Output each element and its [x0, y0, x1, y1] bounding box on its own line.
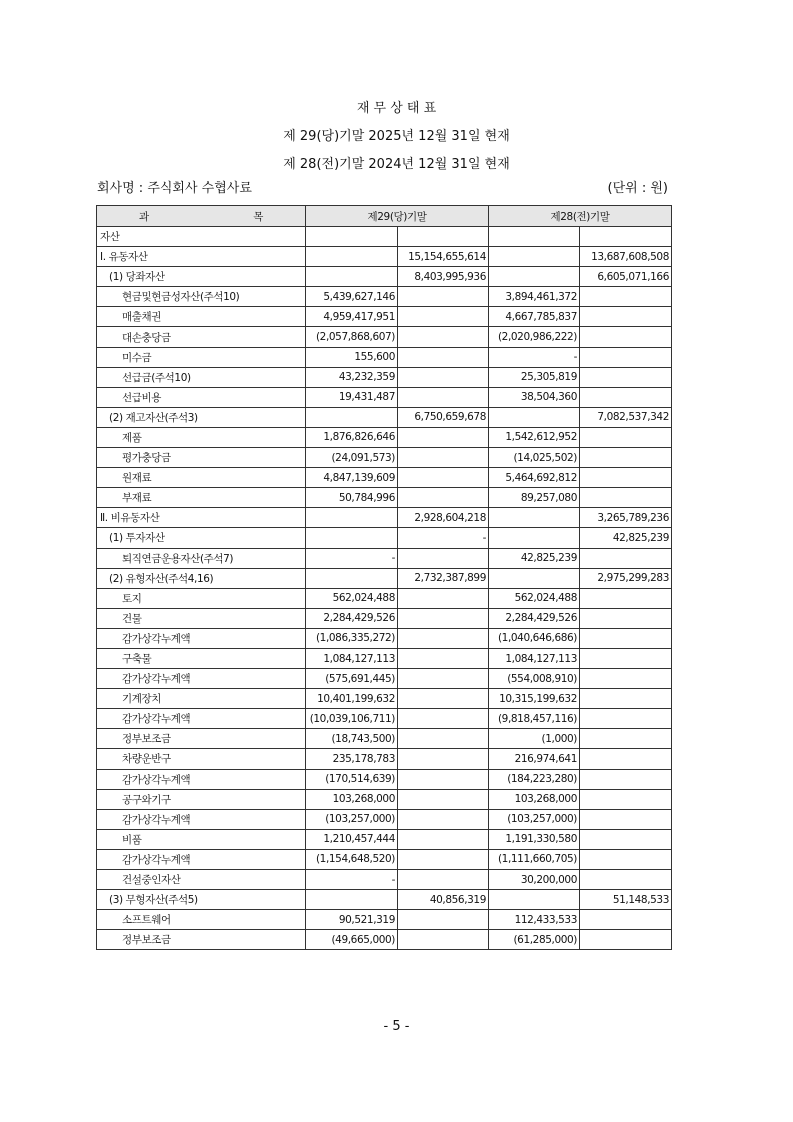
table-row — [97, 890, 672, 910]
prior-detail: (103,257,000) — [489, 809, 580, 829]
prior-detail: 38,504,360 — [489, 387, 580, 407]
balance-sheet-table — [96, 205, 672, 950]
row-label: (3) 무형자산(주석5) — [97, 890, 306, 910]
row-label: 건물 — [97, 608, 306, 628]
prior-detail: (9,818,457,116) — [489, 709, 580, 729]
row-label: Ⅰ. 유동자산 — [97, 247, 306, 267]
prior-total — [580, 769, 672, 789]
prior-total — [580, 608, 672, 628]
prior-total — [580, 427, 672, 447]
current-total — [398, 287, 489, 307]
prior-detail: (1,040,646,686) — [489, 628, 580, 648]
current-total — [398, 910, 489, 930]
prior-total — [580, 870, 672, 890]
current-detail — [306, 407, 398, 427]
table-row — [97, 548, 672, 568]
prior-total: 3,265,789,236 — [580, 508, 672, 528]
prior-total — [580, 548, 672, 568]
table-row — [97, 347, 672, 367]
current-detail: (10,039,106,711) — [306, 709, 398, 729]
table-row — [97, 267, 672, 287]
current-total — [398, 729, 489, 749]
row-label: 정부보조금 — [97, 930, 306, 950]
row-label: 감가상각누계액 — [97, 769, 306, 789]
table-row — [97, 508, 672, 528]
table-row — [97, 327, 672, 347]
row-label: 차량운반구 — [97, 749, 306, 769]
prior-detail: 1,542,612,952 — [489, 427, 580, 447]
current-detail: 5,439,627,146 — [306, 287, 398, 307]
current-detail: (2,057,868,607) — [306, 327, 398, 347]
prior-detail: 5,464,692,812 — [489, 468, 580, 488]
current-total — [398, 809, 489, 829]
prior-detail: 103,268,000 — [489, 789, 580, 809]
current-detail: 1,876,826,646 — [306, 427, 398, 447]
header-prior: 제28(전)기말 — [489, 206, 672, 227]
prior-detail: 3,894,461,372 — [489, 287, 580, 307]
current-detail — [306, 508, 398, 528]
prior-detail — [489, 227, 580, 247]
page-number: - 5 - — [383, 1019, 410, 1034]
table-row — [97, 789, 672, 809]
table-row — [97, 809, 672, 829]
row-label: 감가상각누계액 — [97, 849, 306, 869]
prior-detail: (1,000) — [489, 729, 580, 749]
row-label: 부재료 — [97, 488, 306, 508]
table-row — [97, 568, 672, 588]
row-label: 평가충당금 — [97, 448, 306, 468]
current-total — [398, 628, 489, 648]
current-total — [398, 347, 489, 367]
current-detail: (24,091,573) — [306, 448, 398, 468]
current-total — [398, 870, 489, 890]
row-label: 기계장치 — [97, 689, 306, 709]
prior-total: 6,605,071,166 — [580, 267, 672, 287]
current-detail: 90,521,319 — [306, 910, 398, 930]
prior-total — [580, 689, 672, 709]
row-label: 대손충당금 — [97, 327, 306, 347]
current-total — [398, 930, 489, 950]
row-label: 정부보조금 — [97, 729, 306, 749]
table-row — [97, 829, 672, 849]
prior-detail: (1,111,660,705) — [489, 849, 580, 869]
prior-total — [580, 488, 672, 508]
current-total — [398, 669, 489, 689]
current-total — [398, 307, 489, 327]
prior-total — [580, 729, 672, 749]
current-total — [398, 608, 489, 628]
current-total — [398, 789, 489, 809]
current-detail: 43,232,359 — [306, 367, 398, 387]
row-label: 미수금 — [97, 347, 306, 367]
current-total: - — [398, 528, 489, 548]
current-total — [398, 769, 489, 789]
period-prior: 제 28(전)기말 2024년 12월 31일 현재 — [283, 157, 510, 172]
current-total: 6,750,659,678 — [398, 407, 489, 427]
prior-detail — [489, 247, 580, 267]
current-detail: 562,024,488 — [306, 588, 398, 608]
prior-total — [580, 849, 672, 869]
current-detail: 1,210,457,444 — [306, 829, 398, 849]
table-row — [97, 729, 672, 749]
prior-total — [580, 367, 672, 387]
prior-total — [580, 829, 672, 849]
table-row — [97, 427, 672, 447]
row-label: 자산 — [97, 227, 306, 247]
current-detail: 2,284,429,526 — [306, 608, 398, 628]
current-detail — [306, 528, 398, 548]
current-total — [398, 588, 489, 608]
current-detail: 10,401,199,632 — [306, 689, 398, 709]
table-row — [97, 247, 672, 267]
current-total — [398, 448, 489, 468]
current-total: 2,928,604,218 — [398, 508, 489, 528]
table-row — [97, 930, 672, 950]
table-row — [97, 709, 672, 729]
prior-detail: 10,315,199,632 — [489, 689, 580, 709]
prior-detail — [489, 890, 580, 910]
prior-detail — [489, 568, 580, 588]
unit-label: (단위 : 원) — [607, 181, 668, 196]
period-current: 제 29(당)기말 2025년 12월 31일 현재 — [283, 129, 510, 144]
row-label: 건설중인자산 — [97, 870, 306, 890]
current-total — [398, 327, 489, 347]
company-name: 회사명 : 주식회사 수협사료 — [97, 181, 252, 196]
prior-detail — [489, 508, 580, 528]
table-row — [97, 448, 672, 468]
current-detail: 19,431,487 — [306, 387, 398, 407]
header-item — [97, 206, 306, 227]
table-row — [97, 387, 672, 407]
row-label: 제품 — [97, 427, 306, 447]
prior-total — [580, 930, 672, 950]
current-detail: (575,691,445) — [306, 669, 398, 689]
prior-total: 51,148,533 — [580, 890, 672, 910]
row-label: 감가상각누계액 — [97, 809, 306, 829]
table-row — [97, 468, 672, 488]
prior-detail: (61,285,000) — [489, 930, 580, 950]
prior-total — [580, 709, 672, 729]
prior-detail: (14,025,502) — [489, 448, 580, 468]
table-row — [97, 488, 672, 508]
row-label: 구축물 — [97, 648, 306, 668]
row-label: Ⅱ. 비유동자산 — [97, 508, 306, 528]
prior-total — [580, 789, 672, 809]
prior-detail — [489, 528, 580, 548]
prior-detail: 30,200,000 — [489, 870, 580, 890]
prior-total — [580, 287, 672, 307]
row-label: 선급금(주석10) — [97, 367, 306, 387]
prior-detail: 42,825,239 — [489, 548, 580, 568]
table-row — [97, 648, 672, 668]
row-label: 감가상각누계액 — [97, 628, 306, 648]
current-total — [398, 427, 489, 447]
current-detail: (103,257,000) — [306, 809, 398, 829]
prior-total — [580, 588, 672, 608]
prior-detail: 112,433,533 — [489, 910, 580, 930]
prior-detail: (184,223,280) — [489, 769, 580, 789]
prior-total — [580, 347, 672, 367]
row-label: (1) 당좌자산 — [97, 267, 306, 287]
prior-total — [580, 227, 672, 247]
current-total — [398, 367, 489, 387]
table-row — [97, 870, 672, 890]
current-detail: 235,178,783 — [306, 749, 398, 769]
current-detail: 155,600 — [306, 347, 398, 367]
prior-total — [580, 448, 672, 468]
table-row — [97, 588, 672, 608]
current-detail — [306, 890, 398, 910]
table-row — [97, 227, 672, 247]
table-row — [97, 367, 672, 387]
prior-detail: 25,305,819 — [489, 367, 580, 387]
prior-total — [580, 648, 672, 668]
prior-total — [580, 468, 672, 488]
header-item-left: 과 — [139, 210, 149, 223]
row-label: 감가상각누계액 — [97, 669, 306, 689]
table-row — [97, 769, 672, 789]
row-label: 소프트웨어 — [97, 910, 306, 930]
prior-detail: - — [489, 347, 580, 367]
table-row — [97, 849, 672, 869]
prior-detail: 562,024,488 — [489, 588, 580, 608]
table-row — [97, 287, 672, 307]
row-label: 선급비용 — [97, 387, 306, 407]
current-total — [398, 387, 489, 407]
prior-detail: 1,191,330,580 — [489, 829, 580, 849]
header-item-right: 목 — [253, 210, 263, 223]
document-title: 재 무 상 태 표 — [356, 101, 437, 116]
current-detail: (49,665,000) — [306, 930, 398, 950]
current-total — [398, 829, 489, 849]
current-detail: (1,154,648,520) — [306, 849, 398, 869]
row-label: 공구와기구 — [97, 789, 306, 809]
current-total — [398, 548, 489, 568]
current-detail: 50,784,996 — [306, 488, 398, 508]
prior-total: 13,687,608,508 — [580, 247, 672, 267]
prior-total — [580, 387, 672, 407]
current-detail — [306, 227, 398, 247]
current-detail: - — [306, 870, 398, 890]
prior-total: 42,825,239 — [580, 528, 672, 548]
current-detail: 4,959,417,951 — [306, 307, 398, 327]
prior-total — [580, 809, 672, 829]
current-total: 40,856,319 — [398, 890, 489, 910]
row-label: 원재료 — [97, 468, 306, 488]
table-row — [97, 608, 672, 628]
table-row — [97, 628, 672, 648]
current-total — [398, 227, 489, 247]
prior-detail: 89,257,080 — [489, 488, 580, 508]
row-label: (1) 투자자산 — [97, 528, 306, 548]
prior-total: 2,975,299,283 — [580, 568, 672, 588]
prior-total — [580, 307, 672, 327]
prior-total — [580, 749, 672, 769]
current-total: 8,403,995,936 — [398, 267, 489, 287]
current-detail: (18,743,500) — [306, 729, 398, 749]
current-detail: (170,514,639) — [306, 769, 398, 789]
table-row — [97, 307, 672, 327]
prior-detail: 216,974,641 — [489, 749, 580, 769]
current-total — [398, 468, 489, 488]
prior-detail: (554,008,910) — [489, 669, 580, 689]
table-row — [97, 528, 672, 548]
table-row — [97, 407, 672, 427]
current-total — [398, 749, 489, 769]
current-total: 15,154,655,614 — [398, 247, 489, 267]
current-detail — [306, 568, 398, 588]
current-total — [398, 648, 489, 668]
prior-detail: 1,084,127,113 — [489, 648, 580, 668]
current-detail: - — [306, 548, 398, 568]
row-label: (2) 재고자산(주석3) — [97, 407, 306, 427]
current-total — [398, 689, 489, 709]
row-label: 퇴직연금운용자산(주석7) — [97, 548, 306, 568]
current-detail: 103,268,000 — [306, 789, 398, 809]
prior-total — [580, 910, 672, 930]
current-detail — [306, 267, 398, 287]
row-label: 현금및현금성자산(주석10) — [97, 287, 306, 307]
table-row — [97, 669, 672, 689]
current-detail: 1,084,127,113 — [306, 648, 398, 668]
row-label: 매출채권 — [97, 307, 306, 327]
prior-detail — [489, 267, 580, 287]
table-header-row — [97, 206, 672, 227]
row-label: 비품 — [97, 829, 306, 849]
current-total — [398, 709, 489, 729]
prior-total: 7,082,537,342 — [580, 407, 672, 427]
current-total — [398, 849, 489, 869]
current-total: 2,732,387,899 — [398, 568, 489, 588]
prior-total — [580, 327, 672, 347]
table-row — [97, 910, 672, 930]
prior-detail: 2,284,429,526 — [489, 608, 580, 628]
current-detail — [306, 247, 398, 267]
prior-total — [580, 628, 672, 648]
prior-detail: (2,020,986,222) — [489, 327, 580, 347]
row-label: 토지 — [97, 588, 306, 608]
table-row — [97, 749, 672, 769]
current-detail: 4,847,139,609 — [306, 468, 398, 488]
prior-total — [580, 669, 672, 689]
row-label: 감가상각누계액 — [97, 709, 306, 729]
prior-detail — [489, 407, 580, 427]
current-detail: (1,086,335,272) — [306, 628, 398, 648]
table-row — [97, 689, 672, 709]
header-current: 제29(당)기말 — [306, 206, 489, 227]
current-total — [398, 488, 489, 508]
row-label: (2) 유형자산(주석4,16) — [97, 568, 306, 588]
prior-detail: 4,667,785,837 — [489, 307, 580, 327]
